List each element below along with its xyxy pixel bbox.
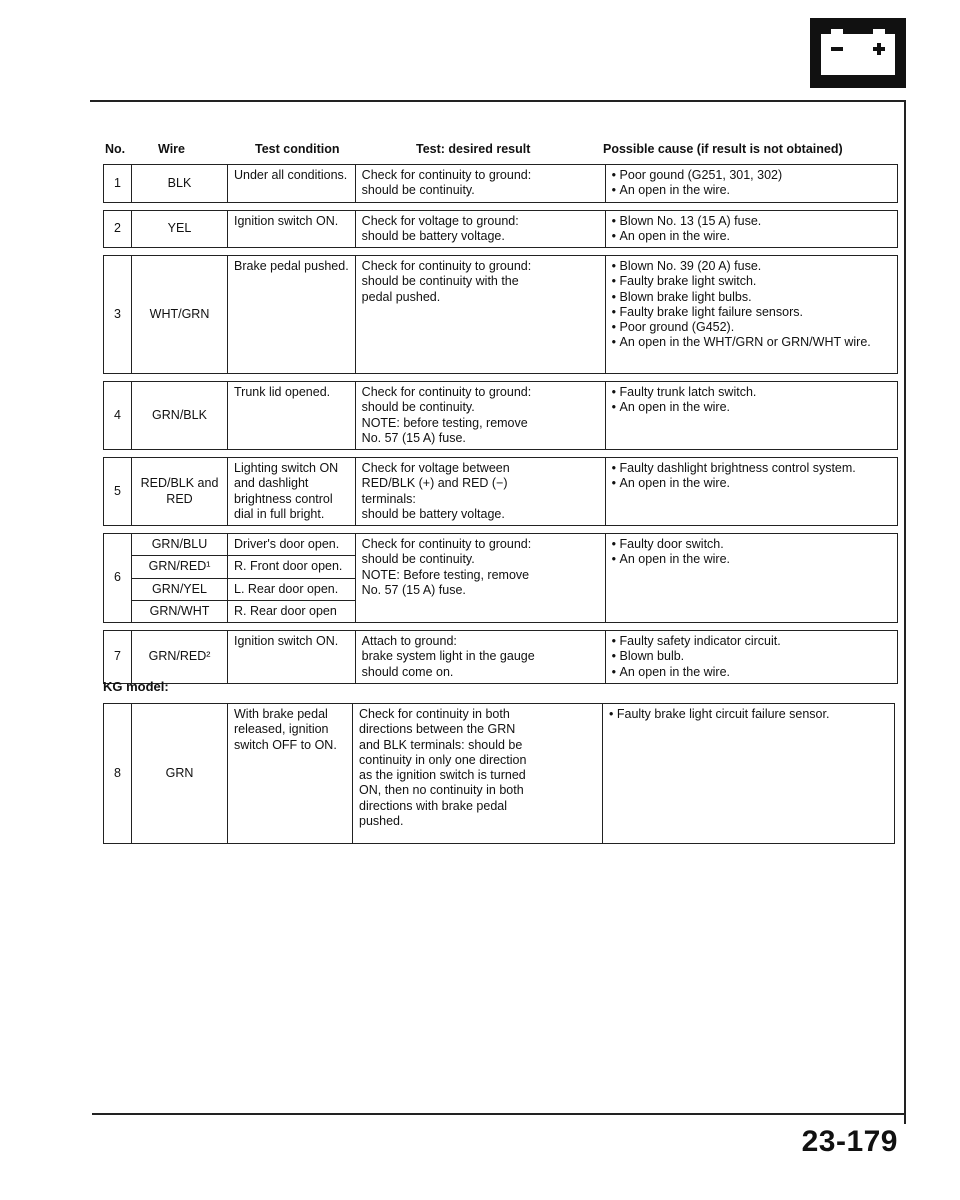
col-wire: Wire xyxy=(158,142,185,156)
result-cell-line: brake system light in the gauge xyxy=(361,649,535,664)
result-cell-line: Check for continuity to ground: xyxy=(361,385,532,399)
result-cell xyxy=(355,210,605,248)
condition-cell-line: released, ignition xyxy=(234,722,329,737)
condition-cell xyxy=(228,382,356,450)
cause-item: • Faulty trunk latch switch. xyxy=(612,385,891,400)
battery-icon xyxy=(810,18,906,88)
right-rule xyxy=(904,100,906,1124)
cause-list xyxy=(612,259,891,351)
condition-cell xyxy=(228,165,356,203)
condition-cell-line: Ignition switch ON. xyxy=(234,634,339,648)
condition-cell-line: Trunk lid opened. xyxy=(234,385,331,399)
row-number: 7 xyxy=(104,631,132,684)
gap-cell xyxy=(104,450,898,458)
result-cell xyxy=(355,382,605,450)
row-number: 3 xyxy=(104,256,132,374)
result-cell-line: continuity in only one direction xyxy=(359,752,527,767)
top-rule xyxy=(90,100,906,102)
cause-item: • Poor ground (G452). xyxy=(612,320,891,335)
condition-cell xyxy=(228,256,356,374)
result-cell-line: Check for continuity in both xyxy=(359,707,510,721)
cause-item: • An open in the wire. xyxy=(612,476,891,491)
cause-item: • Faulty brake light failure sensors. xyxy=(612,305,891,320)
row-gap xyxy=(104,202,898,210)
spec-table xyxy=(103,164,898,684)
cause-item: • Blown No. 13 (15 A) fuse. xyxy=(612,214,891,229)
condition-cell: R. Front door open. xyxy=(228,556,356,578)
cause-item: • Blown brake light bulbs. xyxy=(612,290,891,305)
cause-list xyxy=(612,537,891,568)
condition-cell: L. Rear door open. xyxy=(228,578,356,600)
row-number: 6 xyxy=(104,534,132,623)
result-cell-line: should be continuity. xyxy=(361,400,475,415)
result-cell-line: Check for voltage to ground: xyxy=(361,213,519,228)
result-cell-line: pedal pushed. xyxy=(361,289,441,304)
row-gap xyxy=(104,374,898,382)
cause-item: • An open in the wire. xyxy=(612,400,891,415)
result-cell-line: Check for continuity to ground: xyxy=(361,168,532,182)
table-row xyxy=(104,382,898,450)
result-cell-line: No. 57 (15 A) fuse. xyxy=(361,582,466,597)
column-headers xyxy=(0,142,960,162)
col-no: No. xyxy=(105,142,126,156)
wire-cell: GRN/BLK xyxy=(132,382,228,450)
result-cell-line: and BLK terminals: should be xyxy=(359,737,523,752)
table-row xyxy=(104,534,898,556)
gap-cell xyxy=(104,526,898,534)
wire-cell: WHT/GRN xyxy=(132,256,228,374)
cause-item: • An open in the wire. xyxy=(612,229,891,244)
cause-item: • Blown No. 39 (20 A) fuse. xyxy=(612,259,891,274)
condition-cell xyxy=(228,631,356,684)
condition-cell-line: Brake pedal pushed. xyxy=(234,259,349,273)
wire-cell: RED/BLK and RED xyxy=(132,458,228,526)
condition-cell xyxy=(228,210,356,248)
cause-cell xyxy=(605,458,897,526)
cause-cell xyxy=(605,165,897,203)
wire-cell: GRN/RED² xyxy=(132,631,228,684)
kg-model-label: KG model: xyxy=(103,679,169,694)
cause-item: • Faulty brake light switch. xyxy=(612,274,891,289)
condition-cell-line: Under all conditions. xyxy=(234,168,348,182)
cause-cell xyxy=(605,210,897,248)
wire-cell: GRN/WHT xyxy=(132,600,228,622)
table-row xyxy=(104,631,898,684)
cause-item: • An open in the wire. xyxy=(612,665,891,680)
result-cell-line: ON, then no continuity in both xyxy=(359,783,524,798)
wire-cell: GRN/BLU xyxy=(132,534,228,556)
result-cell-line: directions with brake pedal xyxy=(359,798,507,813)
condition-cell: R. Rear door open xyxy=(228,600,356,622)
result-cell xyxy=(353,704,603,844)
result-cell-line: RED/BLK (+) and RED (−) xyxy=(361,476,508,491)
result-cell xyxy=(355,256,605,374)
cause-item: • Faulty brake light circuit failure sensor. xyxy=(609,707,888,722)
table-row xyxy=(104,458,898,526)
result-cell xyxy=(355,458,605,526)
result-cell-line: directions between the GRN xyxy=(359,722,516,737)
cause-cell xyxy=(605,534,897,623)
result-cell-line: NOTE: before testing, remove xyxy=(361,415,528,430)
result-cell xyxy=(355,165,605,203)
col-desired-result: Test: desired result xyxy=(416,142,531,156)
result-cell-line: Check for voltage between xyxy=(361,461,510,475)
gap-cell xyxy=(104,202,898,210)
row-gap xyxy=(104,450,898,458)
result-cell-line: terminals: xyxy=(361,491,416,506)
wire-cell: BLK xyxy=(132,165,228,203)
row-number: 1 xyxy=(104,165,132,203)
cause-list xyxy=(612,461,891,492)
cause-item: • Faulty safety indicator circuit. xyxy=(612,634,891,649)
page-number: 23-179 xyxy=(801,1125,898,1158)
wire-cell: GRN/YEL xyxy=(132,578,228,600)
condition-cell xyxy=(228,458,356,526)
condition-cell-line: Ignition switch ON. xyxy=(234,213,339,228)
row-gap xyxy=(104,623,898,631)
result-cell-line: No. 57 (15 A) fuse. xyxy=(361,430,466,445)
row-number: 4 xyxy=(104,382,132,450)
cause-cell xyxy=(605,256,897,374)
col-possible-cause: Possible cause (if result is not obtained) xyxy=(603,142,843,156)
row-number: 5 xyxy=(104,458,132,526)
col-test-condition: Test condition xyxy=(255,142,340,156)
table-row xyxy=(104,165,898,203)
result-cell-line: should come on. xyxy=(361,664,454,679)
condition-cell-line: Lighting switch ON xyxy=(234,461,339,475)
result-cell-line: Check for continuity to ground: xyxy=(361,259,532,273)
condition-cell-line: and dashlight xyxy=(234,476,309,491)
result-cell-line: should be battery voltage. xyxy=(361,228,505,243)
result-cell-line: as the ignition switch is turned xyxy=(359,768,526,782)
result-cell xyxy=(355,534,605,623)
condition-cell xyxy=(228,704,353,844)
cause-item: • An open in the WHT/GRN or GRN/WHT wire. xyxy=(612,335,891,350)
gap-cell xyxy=(104,623,898,631)
result-cell xyxy=(355,631,605,684)
table-row xyxy=(104,256,898,374)
cause-item: • Poor gound (G251, 301, 302) xyxy=(612,168,891,183)
result-cell-line: should be continuity. xyxy=(361,183,475,198)
cause-item: • Faulty dashlight brightness control system. xyxy=(612,461,891,476)
cause-cell xyxy=(603,704,895,844)
wire-cell: GRN/RED¹ xyxy=(132,556,228,578)
result-cell-line: should be battery voltage. xyxy=(361,506,505,521)
cause-list xyxy=(612,385,891,416)
condition-cell-line: brightness control xyxy=(234,491,333,506)
row-number: 2 xyxy=(104,210,132,248)
cause-item: • An open in the wire. xyxy=(612,552,891,567)
cause-item: • Faulty door switch. xyxy=(612,537,891,552)
condition-cell: Driver's door open. xyxy=(228,534,356,556)
table-row xyxy=(104,210,898,248)
cause-list xyxy=(609,707,888,722)
gap-cell xyxy=(104,374,898,382)
condition-cell-line: switch OFF to ON. xyxy=(234,737,337,752)
result-cell-line: Attach to ground: xyxy=(361,634,457,648)
kg-spec-table xyxy=(103,703,895,844)
row-number: 8 xyxy=(104,704,132,844)
cause-list xyxy=(612,634,891,680)
bottom-rule xyxy=(92,1113,906,1115)
wire-cell: YEL xyxy=(132,210,228,248)
cause-list xyxy=(612,168,891,199)
cause-list xyxy=(612,214,891,245)
wire-cell: GRN xyxy=(132,704,228,844)
cause-cell xyxy=(605,631,897,684)
row-gap xyxy=(104,248,898,256)
cause-item: • An open in the wire. xyxy=(612,183,891,198)
condition-cell-line: dial in full bright. xyxy=(234,506,325,521)
table-row xyxy=(104,704,895,844)
result-cell-line: Check for continuity to ground: xyxy=(361,537,532,551)
cause-item: • Blown bulb. xyxy=(612,649,891,664)
result-cell-line: NOTE: Before testing, remove xyxy=(361,567,530,582)
gap-cell xyxy=(104,248,898,256)
cause-cell xyxy=(605,382,897,450)
condition-cell-line: With brake pedal xyxy=(234,707,328,721)
result-cell-line: pushed. xyxy=(359,813,404,828)
result-cell-line: should be continuity. xyxy=(361,552,475,567)
row-gap xyxy=(104,526,898,534)
result-cell-line: should be continuity with the xyxy=(361,274,519,289)
